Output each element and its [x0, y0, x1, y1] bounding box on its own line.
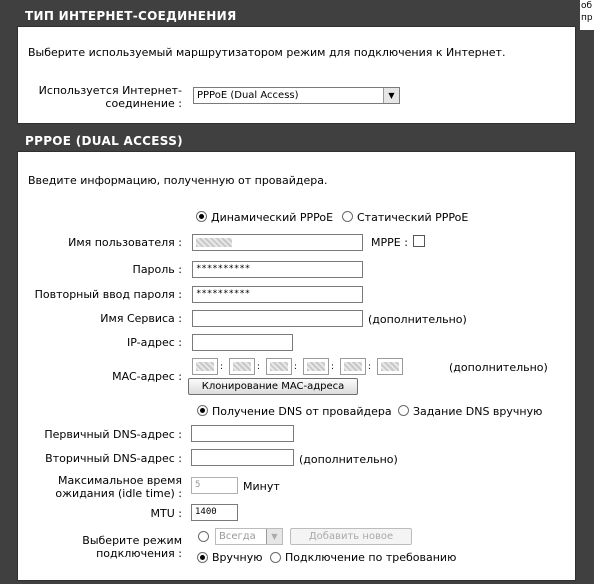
idle-time-input[interactable]: 5 [191, 477, 238, 494]
mac-hint: (дополнительно) [449, 361, 548, 374]
mac-octet-4-redacted [307, 362, 325, 371]
dynamic-pppoe-radio[interactable] [196, 211, 207, 222]
mac-octet-5-redacted [344, 362, 362, 371]
secondary-dns-hint: (дополнительно) [299, 453, 398, 466]
mac-separator: : [294, 362, 298, 372]
connection-type-select[interactable] [193, 87, 400, 104]
connection-type-description: Выберите используемый маршрутизатором режим для подключения к Интернет. [28, 46, 506, 59]
connection-type-label-line1: Используется Интернет- [38, 84, 182, 97]
connection-type-label-line2: соединение : [105, 97, 182, 110]
password-input[interactable]: ********** [192, 261, 363, 278]
ip-input[interactable] [192, 334, 293, 351]
add-new-schedule-button[interactable]: Добавить новое [290, 528, 412, 545]
mode-manual-label: Вручную [212, 551, 263, 564]
secondary-dns-label: Вторичный DNS-адрес : [45, 452, 182, 465]
mode-schedule-radio[interactable] [198, 531, 209, 542]
side-text-line-1: об [581, 1, 593, 11]
clone-mac-button[interactable]: Клонирование MAC-адреса [188, 378, 358, 395]
primary-dns-input[interactable] [191, 425, 294, 442]
mac-separator: : [331, 362, 335, 372]
service-hint: (дополнительно) [368, 313, 467, 326]
dns-auto-label: Получение DNS от провайдера [212, 405, 392, 418]
schedule-select[interactable] [215, 528, 283, 545]
service-input[interactable] [192, 310, 363, 327]
mppe-checkbox[interactable] [413, 235, 425, 247]
chevron-down-icon: ▼ [383, 88, 399, 103]
mac-octet-2-redacted [233, 362, 251, 371]
mode-on-demand-label: Подключение по требованию [285, 551, 457, 564]
mac-octet-1-redacted [196, 362, 214, 371]
password-confirm-input[interactable]: ********** [192, 286, 363, 303]
static-pppoe-radio[interactable] [342, 211, 353, 222]
static-pppoe-label: Статический PPPoE [357, 211, 469, 224]
mode-label-line1: Выберите режим [82, 534, 182, 547]
mac-octet-2[interactable] [229, 358, 255, 375]
mac-separator: : [220, 362, 224, 372]
mac-octet-4[interactable] [303, 358, 329, 375]
ip-label: IP-адрес : [127, 336, 182, 349]
mac-label: MAC-адрес : [112, 370, 182, 383]
mac-octet-3-redacted [270, 362, 288, 371]
schedule-value: Всегда [219, 531, 256, 542]
dynamic-pppoe-label: Динамический PPPoE [211, 211, 334, 224]
mac-octet-5[interactable] [340, 358, 366, 375]
password-confirm-label: Повторный ввод пароля : [34, 288, 182, 301]
username-label: Имя пользователя : [68, 236, 182, 249]
mode-manual-radio[interactable] [197, 552, 208, 563]
mtu-input[interactable]: 1400 [191, 504, 238, 521]
mac-octet-1[interactable] [192, 358, 218, 375]
pppoe-header: PPPOE (DUAL ACCESS) [17, 131, 576, 151]
dns-manual-label: Задание DNS вручную [413, 405, 543, 418]
connection-type-value: PPPoE (Dual Access) [197, 90, 299, 101]
secondary-dns-input[interactable] [191, 449, 294, 466]
primary-dns-label: Первичный DNS-адрес : [44, 428, 182, 441]
mac-octet-6[interactable] [377, 358, 403, 375]
mac-separator: : [368, 362, 372, 372]
password-label: Пароль : [132, 263, 182, 276]
mode-label-line2: подключения : [96, 547, 182, 560]
mac-octet-6-redacted [381, 362, 399, 371]
idle-label-line1: Максимальное время [58, 474, 182, 487]
pppoe-description: Введите информацию, полученную от провайдера. [28, 174, 328, 187]
mode-on-demand-radio[interactable] [270, 552, 281, 563]
side-text-line-2: пр [581, 13, 593, 23]
dns-auto-radio[interactable] [197, 405, 208, 416]
dns-manual-radio[interactable] [398, 405, 409, 416]
idle-unit: Минут [243, 480, 280, 493]
mtu-label: MTU : [150, 507, 182, 520]
connection-type-header: ТИП ИНТЕРНЕТ-СОЕДИНЕНИЯ [17, 6, 576, 26]
mac-separator: : [257, 362, 261, 372]
service-label: Имя Сервиса : [100, 312, 182, 325]
username-input[interactable] [192, 234, 363, 251]
idle-label-line2: ожидания (idle time) : [55, 487, 182, 500]
username-redacted [196, 238, 232, 247]
mppe-label: MPPE : [371, 236, 408, 249]
chevron-down-icon: ▼ [266, 529, 282, 544]
mac-octet-3[interactable] [266, 358, 292, 375]
side-text [580, 0, 594, 30]
